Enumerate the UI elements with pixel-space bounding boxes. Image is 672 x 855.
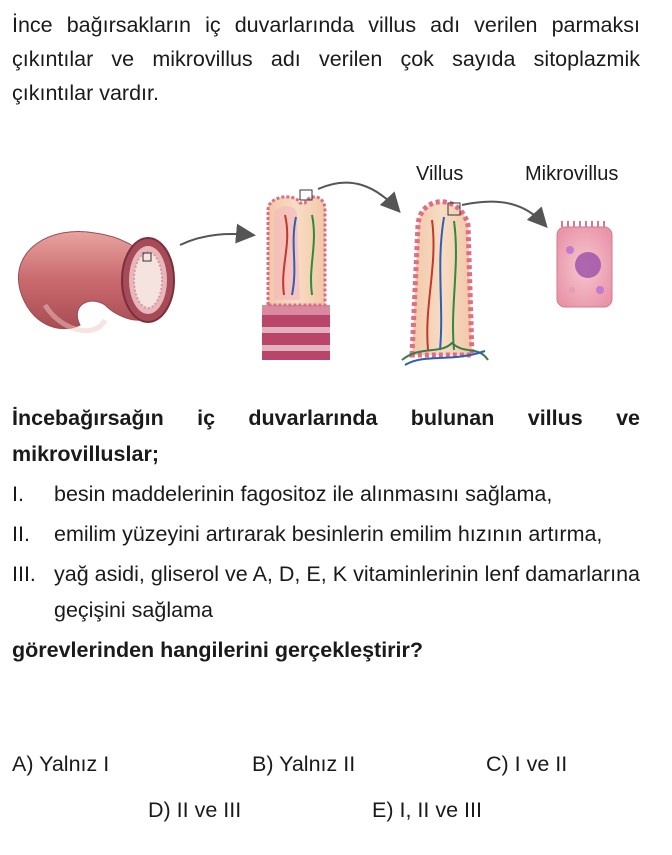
question-tail: görevlerinden hangilerini gerçekleştirir? [12, 638, 424, 662]
statement-text: emilim yüzeyini artırarak besinlerin emilim hızının artırma, [54, 522, 603, 546]
option-c[interactable]: C) I ve II [486, 752, 568, 776]
intestine-tube-drawing [18, 232, 174, 331]
intro-text: İnce bağırsakların iç duvarlarında villus adı verilen parmaksı çıkıntılar ve mikrovillus adı verilen çok sayıda sitoplazmik çıkıntılar vardır. [12, 13, 640, 105]
statement-text: besin maddelerinin fagositoz ile alınmasını sağlama, [54, 482, 553, 506]
microvillus-cell-drawing [557, 221, 612, 307]
intestine-figure [0, 155, 672, 370]
statement-item [12, 556, 640, 628]
statement-number: II. [12, 522, 30, 546]
option-b[interactable]: B) Yalnız II [252, 752, 356, 776]
intro-paragraph [12, 8, 640, 110]
question-block [12, 400, 640, 668]
question-stem: İncebağırsağın iç duvarlarında bulunan villus ve mikrovilluslar; [12, 406, 640, 466]
statement-item [12, 516, 640, 552]
option-d[interactable]: D) II ve III [148, 798, 242, 822]
option-a[interactable]: A) Yalnız I [12, 752, 110, 776]
statement-number: I. [12, 482, 24, 506]
microvillus-label: Mikrovillus [525, 163, 619, 185]
villus-drawing [402, 202, 488, 365]
villus-label: Villus [416, 163, 464, 185]
statement-number: III. [12, 562, 36, 586]
option-e[interactable]: E) I, II ve III [372, 798, 482, 822]
statement-text: yağ asidi, gliserol ve A, D, E, K vitaminlerinin lenf damarlarına geçişini sağlama [54, 562, 640, 622]
statement-item [12, 476, 640, 512]
villi-section-drawing [262, 190, 330, 360]
